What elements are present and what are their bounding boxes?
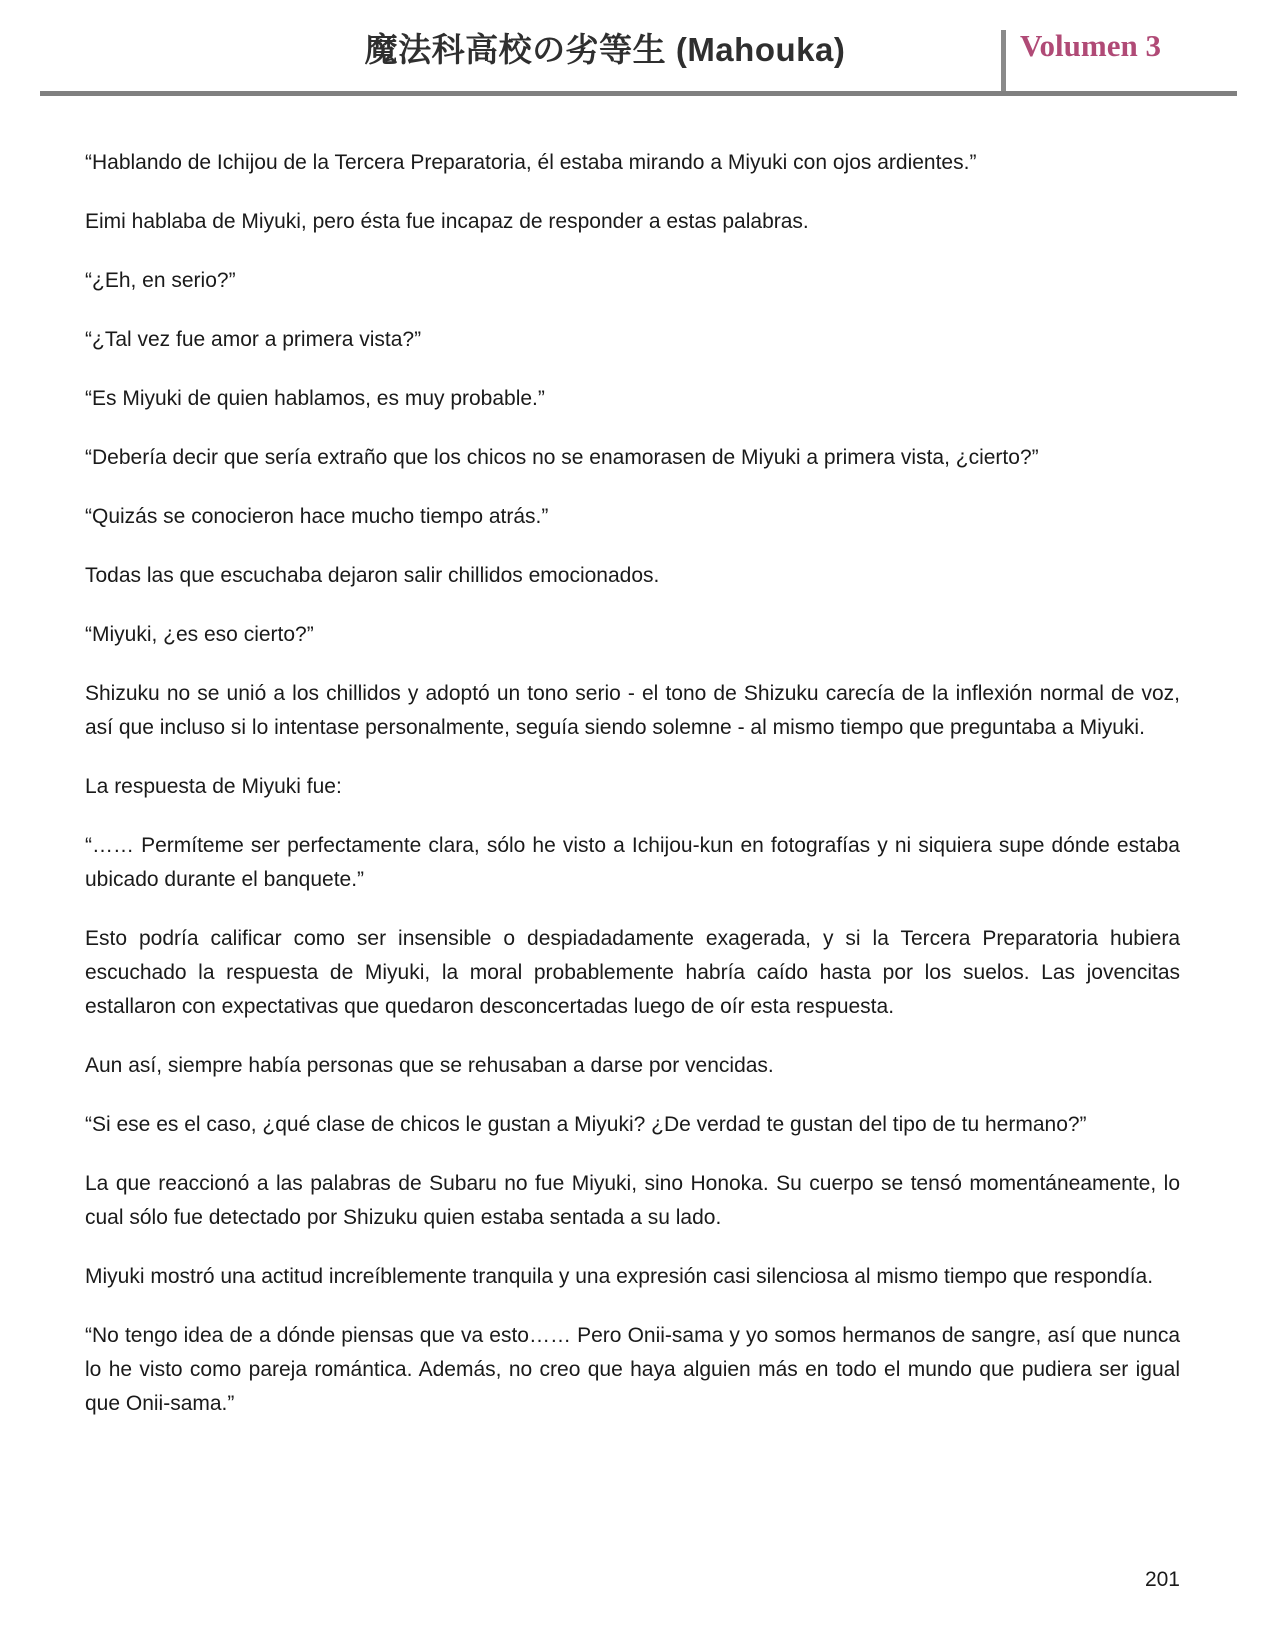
paragraph-dialogue: “Miyuki, ¿es eso cierto?” [85, 623, 314, 646]
paragraph-dialogue: “Hablando de Ichijou de la Tercera Preparatoria, él estaba mirando a Miyuki con ojos ardientes.” [85, 151, 977, 174]
paragraph-narration: Todas las que escuchaba dejaron salir chillidos emocionados. [85, 564, 660, 587]
paragraph-dialogue: “Quizás se conocieron hace mucho tiempo atrás.” [85, 505, 549, 528]
paragraph-narration: Esto podría calificar como ser insensible o despiadadamente exagerada, y si la Tercera Preparatoria hubiera escuchado la respuesta de Miyuki, la moral probablemente habría caído hasta por los suelos. Las jovencitas estallaron con expectativas que quedaron desconcertadas luego de oír esta respuesta. [85, 927, 1180, 1018]
document-body [0, 97, 1275, 1421]
paragraph-dialogue: “No tengo idea de a dónde piensas que va esto…… Pero Onii-sama y yo somos hermanos de sangre, así que nunca lo he visto como pareja romántica. Además, no creo que haya alguien más en todo el mundo que pudiera ser igual que Onii-sama.” [85, 1324, 1180, 1415]
paragraph-narration: Miyuki mostró una actitud increíblemente tranquila y una expresión casi silenciosa al mismo tiempo que respondía. [85, 1265, 1154, 1288]
paragraph-dialogue: “¿Eh, en serio?” [85, 269, 236, 292]
page-number: 201 [1144, 1568, 1180, 1591]
page-header [0, 0, 1275, 97]
header-vertical-divider [1001, 30, 1006, 91]
paragraph-dialogue: “Es Miyuki de quien hablamos, es muy probable.” [85, 387, 545, 410]
paragraph-dialogue: “…… Permíteme ser perfectamente clara, sólo he visto a Ichijou-kun en fotografías y ni siquiera supe dónde estaba ubicado durante el banquete.” [85, 834, 1180, 891]
paragraph-narration: Aun así, siempre había personas que se rehusaban a darse por vencidas. [85, 1054, 774, 1077]
paragraph-narration: Shizuku no se unió a los chillidos y adoptó un tono serio - el tono de Shizuku carecía de la inflexión normal de voz, así que incluso si lo intentase personalmente, seguía siendo solemne - al mismo tiempo que preguntaba a Miyuki. [85, 682, 1180, 739]
paragraph-narration: La que reaccionó a las palabras de Subaru no fue Miyuki, sino Honoka. Su cuerpo se tensó momentáneamente, lo cual sólo fue detectado por Shizuku quien estaba sentada a su lado. [85, 1172, 1180, 1229]
paragraph-dialogue: “¿Tal vez fue amor a primera vista?” [85, 328, 422, 351]
paragraph-dialogue: “Si ese es el caso, ¿qué clase de chicos le gustan a Miyuki? ¿De verdad te gustan del tipo de tu hermano?” [85, 1113, 1087, 1136]
volume-label: Volumen 3 [1020, 28, 1161, 63]
paragraph-dialogue: “Debería decir que sería extraño que los chicos no se enamorasen de Miyuki a primera vista, ¿cierto?” [85, 446, 1039, 469]
header-rule [40, 91, 1237, 96]
paragraph-narration: La respuesta de Miyuki fue: [85, 775, 342, 798]
document-title: 魔法科高校の劣等生 (Mahouka) [364, 31, 846, 68]
paragraph-narration: Eimi hablaba de Miyuki, pero ésta fue incapaz de responder a estas palabras. [85, 210, 809, 233]
